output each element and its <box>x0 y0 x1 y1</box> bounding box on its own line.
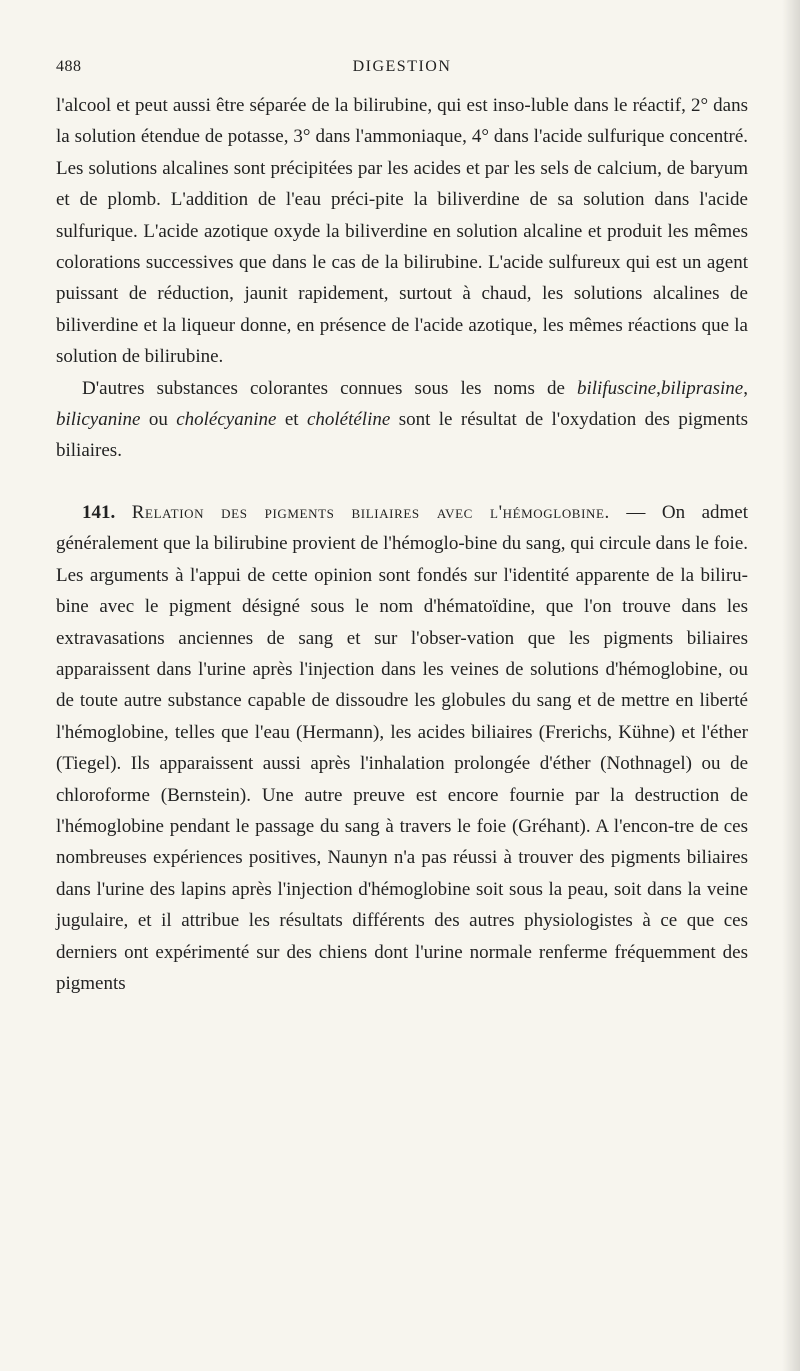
paragraph-continued: l'alcool et peut aussi être séparée de la bilirubine, qui est inso-luble dans le réactif, 2° dans la solution étendue de potasse, 3° dans l'ammoniaque, 4° dans l'acide sulfurique concentré. Les solutions alcalines sont précipitées par les acides et par les sels de calcium, de baryum et de plomb. L'addition de l'eau préci-pite la biliverdine de sa solution dans l'acide sulfurique. L'acide azotique oxyde la biliverdine en solution alcaline et produit les mêmes colorations successives que dans le cas de la bilirubine. L'acide sulfureux qui est un agent puissant de réduction, jaunit rapidement, surtout à chaud, les solutions alcalines de biliverdine et la liqueur donne, en présence de l'acide azotique, les mêmes réactions que la solution de bilirubine. <box>56 95 748 368</box>
separator: , <box>656 377 661 399</box>
body-text <box>56 90 748 999</box>
section-text: On admet généralement que la bilirubine provient de l'hémoglo-bine du sang, qui circule dans le foie. Les arguments à l'appui de cette opinion sont fondés sur l'identité apparente de la biliru-bine avec le pigment désigné sous le nom d'hématoïdine, que l'on trouve dans les extravasations anciennes de sang et sur l'obser-vation que les pigments biliaires apparaissent dans l'urine après l'injection dans les veines de solutions d'hémoglobine, ou de toute autre substance capable de dissoudre les globules du sang et de mettre en liberté l'hémoglobine, telles que l'eau (Hermann), les acides biliaires (Frerichs, Kühne) et l'éther (Tiegel). Ils apparaissent aussi après l'inhalation prolongée d'éther (Nothnagel) ou de chloroforme (Bernstein). Une autre preuve est encore fournie par la destruction de l'hémoglobine pendant le passage du sang à travers le foie (Gréhant). A l'encon-tre de ces nombreuses expériences positives, Naunyn n'a pas réussi à trouver des pigments biliaires dans l'urine des lapins après l'injection d'hémoglobine soit sous la peau, soit dans la veine jugulaire, et il attribue les résultats différents des autres physiologistes à ce que ces derniers ont expérimenté sur des chiens dont l'urine normale renferme fréquemment des pigments <box>56 501 749 994</box>
section-dash: — <box>609 501 646 523</box>
term-bilicyanine: bilicyanine <box>56 409 141 431</box>
conjunction-ou: ou <box>140 409 177 431</box>
section-141 <box>56 497 748 1000</box>
term-biliprasine: biliprasine <box>660 377 744 399</box>
page-header <box>56 58 748 82</box>
term-bilifuscine: bilifuscine <box>577 377 657 399</box>
page-edge-shadow <box>782 0 800 1371</box>
conjunction-et: et <box>276 409 307 431</box>
paragraph-outro: sont le résultat de l'oxydation des pigments biliaires. <box>56 409 748 462</box>
page-number: 488 <box>56 58 82 75</box>
separator: , <box>743 377 748 399</box>
term-choleteline: cholétéline <box>306 409 391 431</box>
section-number: 141. <box>82 501 116 523</box>
paragraph-oxidation-pigments <box>56 373 748 467</box>
running-head: DIGESTION <box>352 58 452 75</box>
term-cholecyanine: cholécyanine <box>176 409 277 431</box>
section-title: Relation des pigments biliaires avec l'hémoglobine. <box>131 501 610 523</box>
paragraph-intro: D'autres substances colorantes connues sous les noms de <box>82 377 577 399</box>
